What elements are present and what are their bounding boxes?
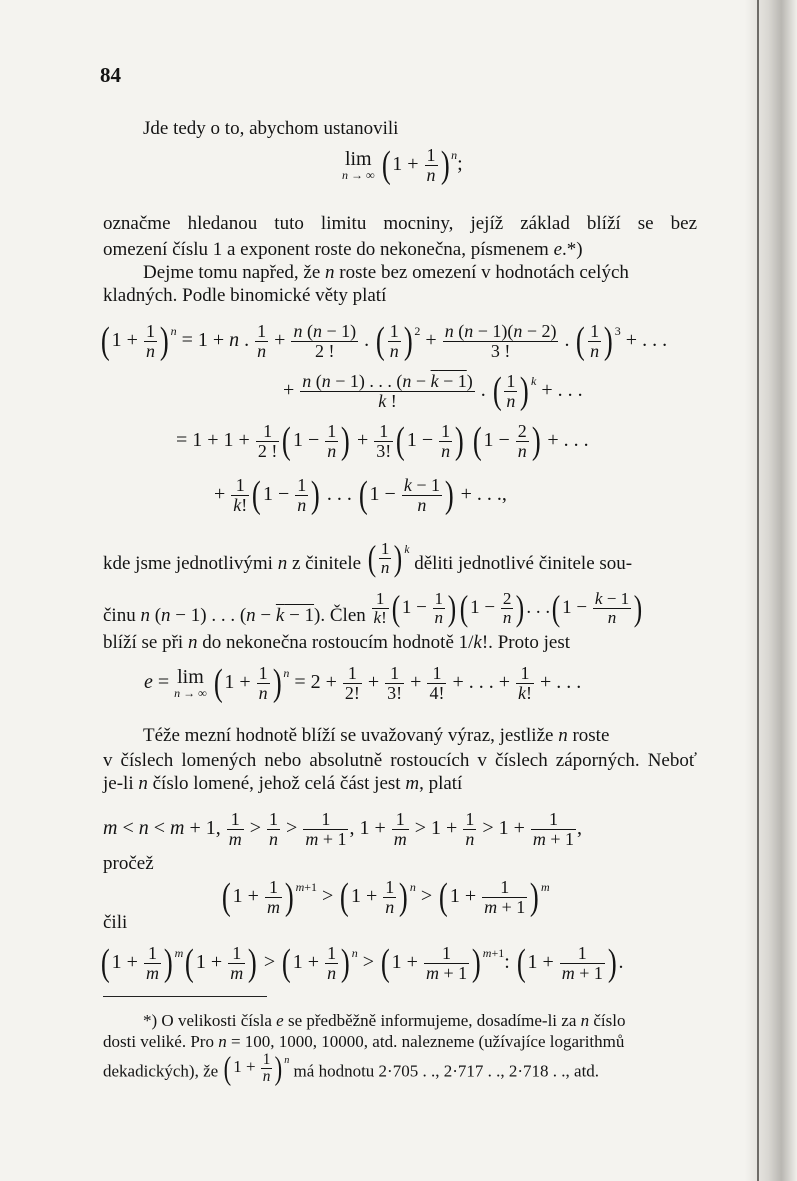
equation-binomial-1: (1 + $\frac{1}{n}$ ) $^n$ = 1 + n . $\frac{1}{n}$ + $\frac{n (n - 1)}{2 !}$ . ( $\frac{1}{n}$ ) $^2$ + $\frac{n (n - 1)(n - 2)}{3 !}$ . ( $\frac{1}{n}$ ) $^3$ + . . . [100, 320, 668, 363]
text-proceez: pročež [103, 853, 154, 874]
footnote-line-1: *) O velikosti čísla e se předběžně informujeme, dosadíme-li za n číslo [143, 1011, 626, 1030]
text-line-2: označme hledanou tuto limitu mocniny, jejíž základ blíží se bez [103, 213, 697, 234]
text-line-6: kde jsme jednotlivými n z činitele ( $\frac{1}{n}$ ) $^k$ děliti jednotlivé činitele sou- [103, 538, 633, 579]
equation-binomial-2: + $\frac{n (n - 1) . . . (n - k - 1)}{k !}$ . ( $\frac{1}{n}$ ) $^k$ + . . . [283, 370, 583, 413]
equation-split-inequality: (1 + $\frac{1}{m}$ ) $^m$(1 + $\frac{1}{m}$ ) > (1 + $\frac{1}{n}$ ) $^n$ > (1 + $\frac{1}{m + 1}$ ) $^{m+1}$: (1 + $\frac{1}{m + 1}$ ). [100, 942, 624, 985]
text-line-4: Dejme tomu napřed, že n roste bez omezení v hodnotách celých [143, 262, 629, 283]
equation-inequalities: m < n < m + 1, $\frac{1}{m}$ > $\frac{1}{n}$ > $\frac{1}{m + 1}$ , 1 + $\frac{1}{m}$ > 1 + $\frac{1}{n}$ > 1 + $\frac{1}{m + 1}$ , [103, 809, 583, 849]
footnote-line-3: dekadických), že (1 + $\frac{1}{n}$ ) $^n$ má hodnotu 2·705 . ., 2·717 . ., 2·718 . ., atd. [103, 1050, 600, 1087]
term-general: $\frac{1}{k!}$ (1 − $\frac{1}{n}$ )(1 − $\frac{2}{n}$ ). . .(1 − $\frac{k - 1}{n}$ ) [373, 588, 643, 629]
footnote-line-2: dosti veliké. Pro n = 100, 1000, 10000, atd. nalezneme (užívajíce logarithmů [103, 1032, 625, 1051]
text-line-5: kladných. Podle binomické věty platí [103, 285, 387, 306]
text-line-10: v číslech lomených nebo absolutně rostoucích v číslech záporných. Neboť [103, 750, 697, 771]
text-line-9: Téže mezní hodnotě blíží se uvažovaný výraz, jestliže n roste [143, 725, 610, 746]
text-line-8: blíží se při n do nekonečna rostoucím hodnotě 1/k!. Proto jest [103, 632, 570, 653]
page-number: 84 [100, 63, 121, 87]
equation-power-inequality: (1 + $\frac{1}{m}$ ) $^{m+1}$ > (1 + $\frac{1}{n}$ ) $^n$ > (1 + $\frac{1}{m + 1}$ ) $^m$ [221, 876, 550, 919]
footnote-expression: (1 + $\frac{1}{n}$ ) $^n$ [224, 1050, 290, 1087]
equation-e-series: e = lim n → ∞ (1 + $\frac{1}{n}$ ) $^n$ = 2 + $\frac{1}{2!}$ + $\frac{1}{3!}$ + $\frac{1}{4!}$ + . . . + $\frac{1}{k!}$ + . . . [144, 662, 582, 705]
text-line-11: je-li n číslo lomené, jehož celá část jest m, platí [103, 773, 463, 794]
text-cili: čili [103, 912, 128, 933]
footnote-rule [103, 996, 267, 997]
equation-binomial-4: + $\frac{1}{k!}$ (1 − $\frac{1}{n}$ ) . . . (1 − $\frac{k - 1}{n}$ ) + . . ., [214, 474, 507, 517]
text-line-7: činu n (n − 1) . . . (n − k − 1). Člen $\frac{1}{k!}$ (1 − $\frac{1}{n}$ )(1 − $\frac{2}{n}$ ). . .(1 − $\frac{k - 1}{n}$ ) [103, 588, 643, 629]
text-line-3: omezení číslu 1 a exponent roste do nekonečna, písmenem e.*) [103, 239, 583, 260]
equation-limit: lim n → ∞ (1 + $\frac{1}{n}$ ) $^n$; [342, 144, 463, 187]
text-line-1: Jde tedy o to, abychom ustanovili [143, 118, 399, 139]
equation-binomial-3: = 1 + 1 + $\frac{1}{2 !}$ (1 − $\frac{1}{n}$ ) + $\frac{1}{3!}$ (1 − $\frac{1}{n}$ ) (1 − $\frac{2}{n}$ ) + . . . [176, 420, 589, 463]
factor-one-over-n-k: ( $\frac{1}{n}$ ) $^k$ [367, 538, 410, 579]
